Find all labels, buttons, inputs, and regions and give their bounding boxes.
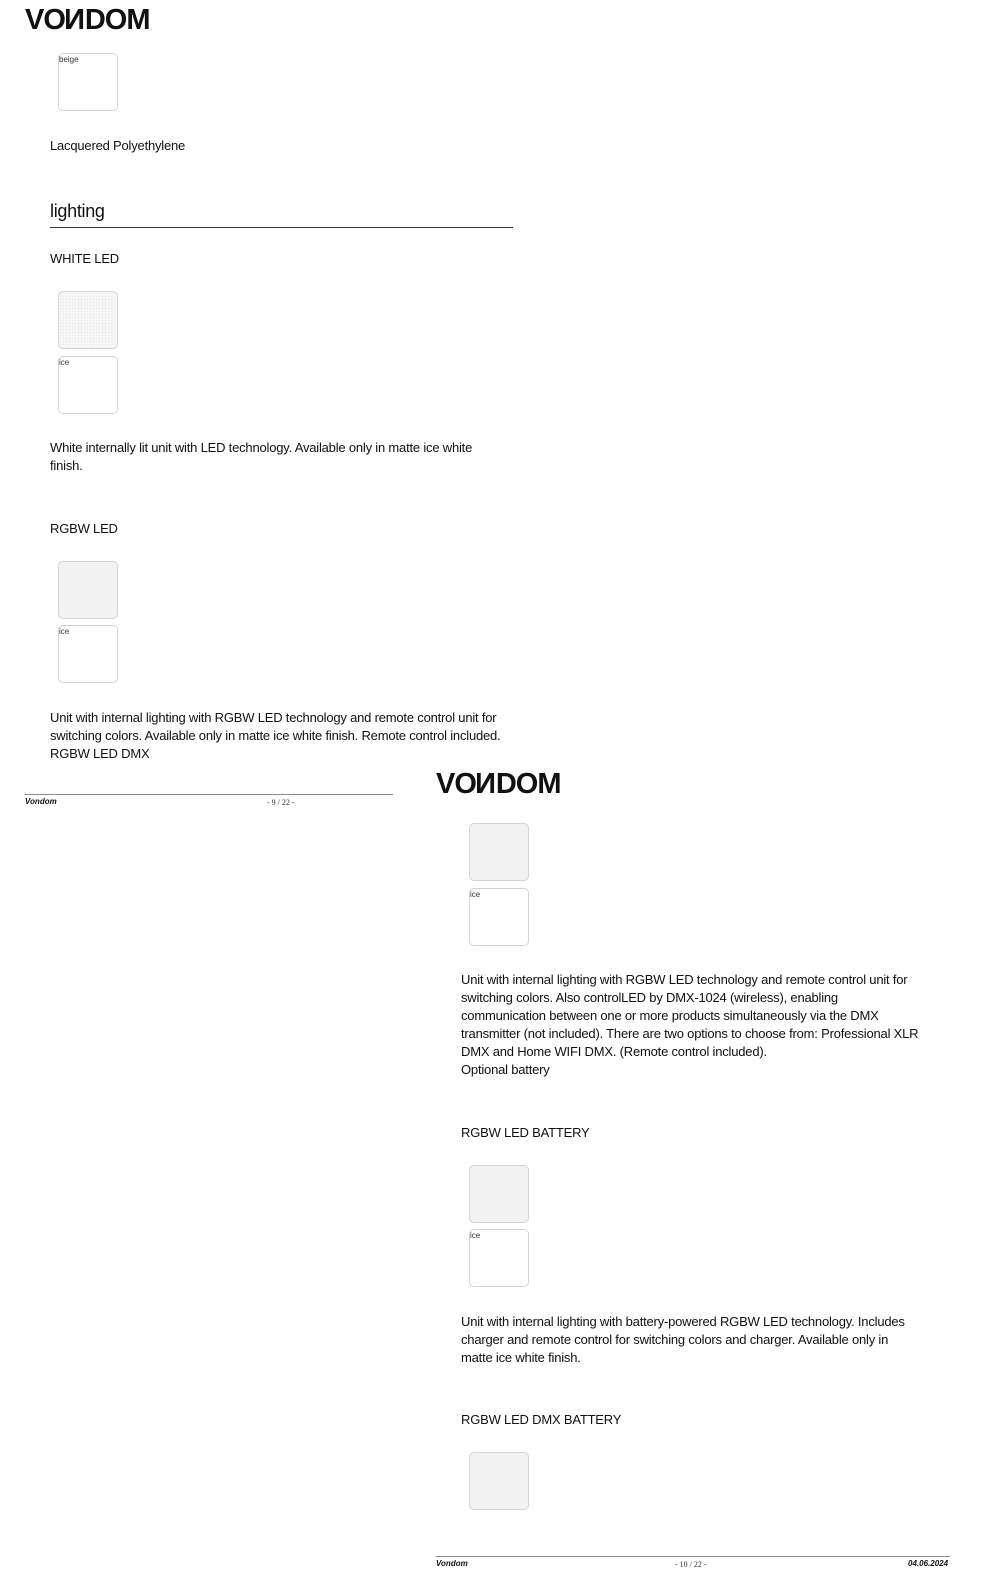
footer-brand: Vondom <box>436 1559 468 1568</box>
rgbw-led-heading: RGBW LED <box>50 521 118 536</box>
footer-brand: Vondom <box>25 797 57 806</box>
section-divider <box>50 227 513 228</box>
swatch-label-ice: ice <box>59 627 70 636</box>
footer-page-number: - 10 / 22 - <box>675 1560 707 1569</box>
vondom-logo: VONDOM <box>25 4 150 36</box>
white-led-preview-swatch[interactable] <box>58 291 118 349</box>
rgbw-led-dmx-description: Unit with internal lighting with RGBW LED technology and remote control unit for switching colors. Also controlLED by DMX-1024 (wireless), enabling communication between one or more products simultaneously via the DMX transmitter (not included). There are two options to choose from: Professional XLR DMX and Home WIFI DMX. (Remote control included). <box>461 972 919 1059</box>
white-led-heading: WHITE LED <box>50 251 119 266</box>
rgbw-led-battery-heading: RGBW LED BATTERY <box>461 1125 590 1140</box>
rgbw-led-description-line-1: Unit with internal lighting with RGBW LED technology and remote control unit for <box>50 710 497 725</box>
rgbw-led-battery-description: Unit with internal lighting with battery-powered RGBW LED technology. Includes charger and remote control for switching colors and charger. Available only in matte ice white finish. <box>461 1314 905 1365</box>
rgbw-led-dmx-battery-preview-swatch[interactable] <box>469 1452 529 1510</box>
footer-date: 04.06.2024 <box>908 1559 949 1568</box>
swatch-label-ice: ice <box>59 358 70 367</box>
footer-page-number: - 9 / 22 - <box>267 798 295 807</box>
material-label: Lacquered Polyethylene <box>50 138 186 153</box>
swatch-label-ice: ice <box>470 890 481 899</box>
rgbw-led-description-line-2: switching colors. Available only in matte ice white finish. Remote control included. <box>50 728 501 743</box>
white-led-description: White internally lit unit with LED technology. Available only in matte ice white finish. <box>50 440 473 473</box>
rgbw-led-dmx-heading: RGBW LED DMX <box>50 746 150 761</box>
optional-battery-note: Optional battery <box>461 1062 550 1077</box>
rgbw-led-dmx-preview-swatch[interactable] <box>469 823 529 881</box>
vondom-logo: VONDOM <box>436 768 561 800</box>
rgbw-led-battery-preview-swatch[interactable] <box>469 1165 529 1223</box>
rgbw-led-dmx-battery-heading: RGBW LED DMX BATTERY <box>461 1412 622 1427</box>
footer-divider <box>25 794 393 795</box>
rgbw-led-preview-swatch[interactable] <box>58 561 118 619</box>
footer-divider <box>436 1556 950 1557</box>
swatch-label-ice: ice <box>470 1231 481 1240</box>
section-title-lighting: lighting <box>50 201 105 221</box>
swatch-label-beige: beige <box>59 55 79 64</box>
